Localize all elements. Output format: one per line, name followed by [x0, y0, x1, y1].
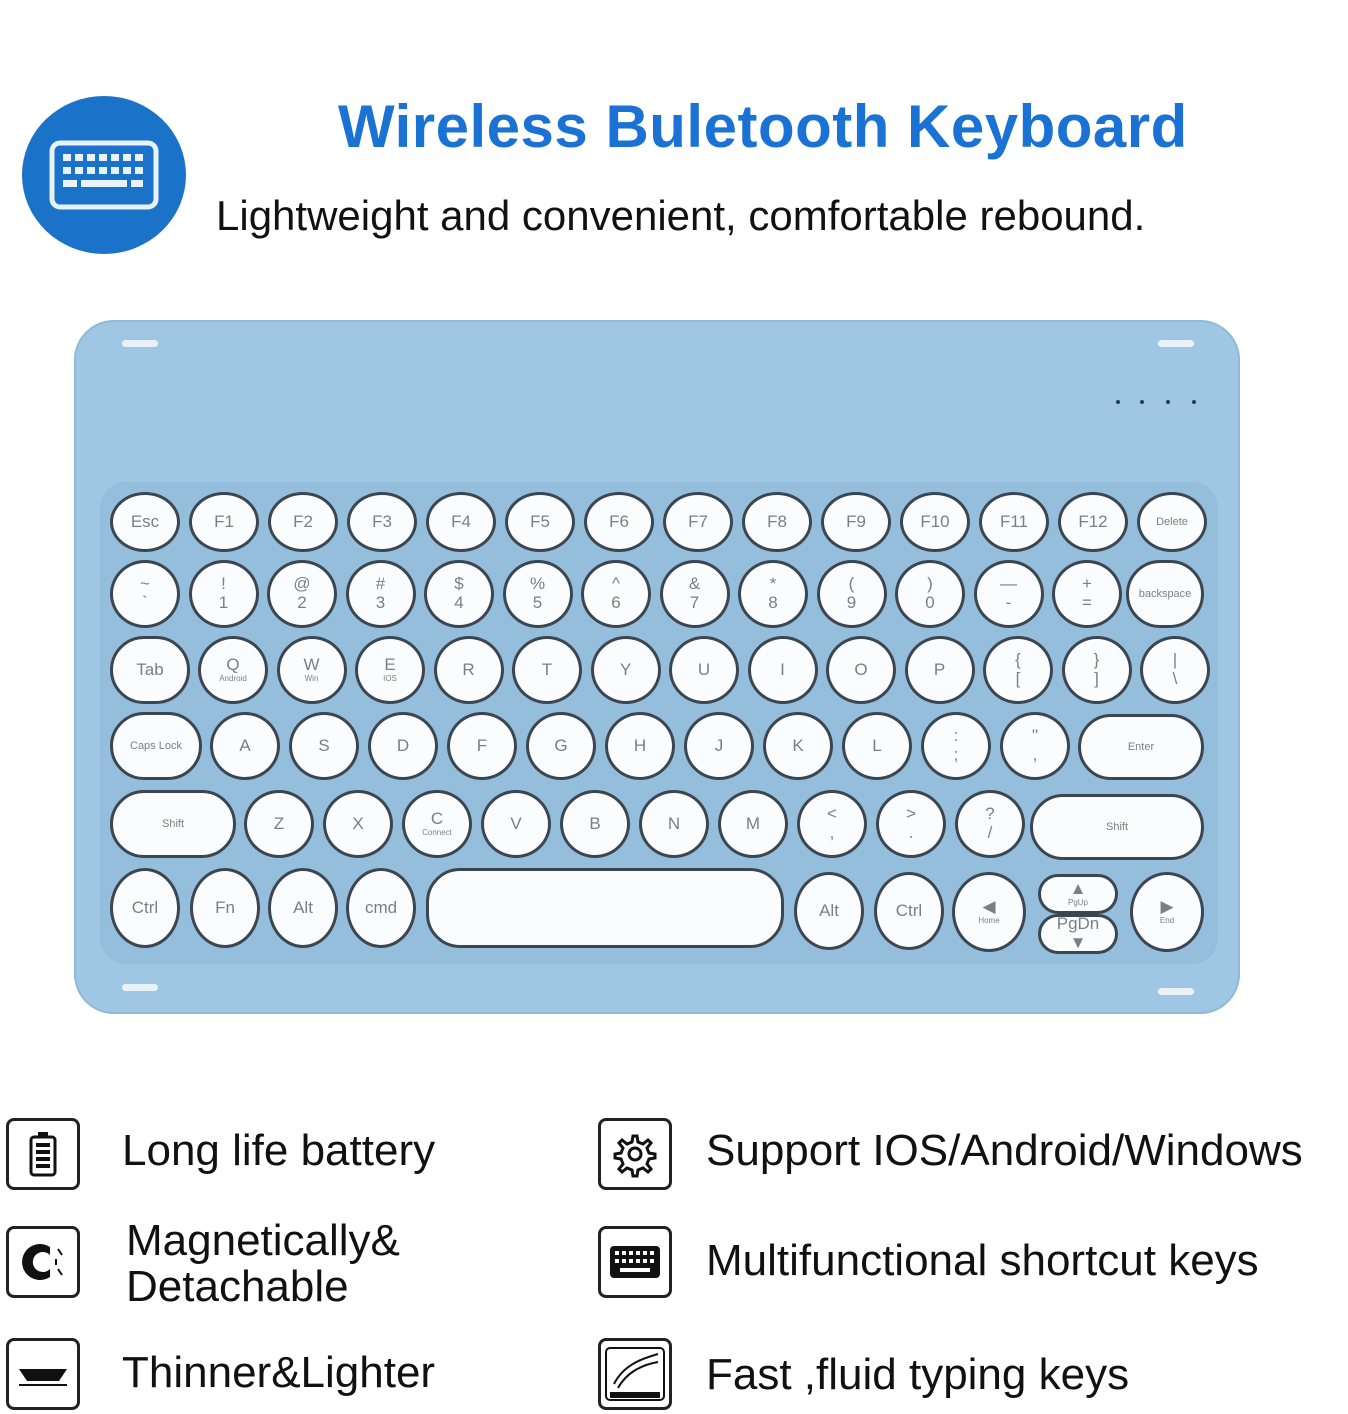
key-shift[interactable]: Shift	[1030, 794, 1204, 860]
key-f10[interactable]: F10	[900, 492, 970, 552]
key--[interactable]: " ,	[1000, 712, 1070, 780]
key-ctrl[interactable]: Ctrl	[110, 868, 180, 948]
key-g[interactable]: G	[526, 712, 596, 780]
feature-text: Long life battery	[122, 1126, 436, 1175]
key--[interactable]: ? /	[955, 790, 1025, 858]
key-space[interactable]	[426, 868, 784, 948]
key--[interactable]: ^ 6	[581, 560, 651, 628]
key-u[interactable]: U	[669, 636, 739, 704]
feature-os-support	[598, 1118, 672, 1190]
key-y[interactable]: Y	[591, 636, 661, 704]
key-w[interactable]: W Win	[277, 636, 347, 704]
key-f4[interactable]: F4	[426, 492, 496, 552]
key-q[interactable]: Q Android	[198, 636, 268, 704]
key--[interactable]: { [	[983, 636, 1053, 704]
key-ctrl[interactable]: Ctrl	[874, 872, 944, 950]
key--[interactable]: $ 4	[424, 560, 494, 628]
key-f1[interactable]: F1	[189, 492, 259, 552]
key-alt[interactable]: Alt	[268, 868, 338, 948]
key-f8[interactable]: F8	[742, 492, 812, 552]
key-o[interactable]: O	[826, 636, 896, 704]
key-tab[interactable]: Tab	[110, 636, 190, 704]
key-caps-lock[interactable]: Caps Lock	[110, 712, 202, 780]
key--[interactable]: ◀ Home	[952, 872, 1026, 952]
magnet-icon	[16, 1239, 70, 1285]
key-m[interactable]: M	[718, 790, 788, 858]
magnet-slot	[122, 340, 158, 347]
key-fn[interactable]: Fn	[190, 868, 260, 948]
key--[interactable]: * 8	[738, 560, 808, 628]
feature-text: Multifunctional shortcut keys	[706, 1236, 1259, 1285]
key--[interactable]: % 5	[503, 560, 573, 628]
key-alt[interactable]: Alt	[794, 872, 864, 950]
gear-icon	[611, 1130, 659, 1178]
battery-icon	[28, 1131, 58, 1177]
logo-badge	[22, 96, 186, 254]
key-a[interactable]: A	[210, 712, 280, 780]
key-esc[interactable]: Esc	[110, 492, 180, 552]
magnet-slot	[1158, 988, 1194, 995]
key--[interactable]: ( 9	[817, 560, 887, 628]
key-p[interactable]: P	[905, 636, 975, 704]
key--[interactable]: — -	[974, 560, 1044, 628]
feature-thin	[6, 1338, 80, 1410]
feature-text: Magnetically& Detachable	[126, 1216, 400, 1312]
key--[interactable]: } ]	[1062, 636, 1132, 704]
key-f9[interactable]: F9	[821, 492, 891, 552]
feature-text: Fast ,fluid typing keys	[706, 1350, 1130, 1399]
key-shift[interactable]: Shift	[110, 790, 236, 858]
key-k[interactable]: K	[763, 712, 833, 780]
keycap-icon	[604, 1344, 666, 1404]
key-f11[interactable]: F11	[979, 492, 1049, 552]
feature-typing	[598, 1338, 672, 1410]
key-r[interactable]: R	[434, 636, 504, 704]
key--[interactable]: ▶ End	[1130, 872, 1204, 952]
key--[interactable]: > .	[876, 790, 946, 858]
key--[interactable]: ▲ PgUp	[1038, 874, 1118, 914]
key-l[interactable]: L	[842, 712, 912, 780]
key-x[interactable]: X	[323, 790, 393, 858]
key-backspace[interactable]: backspace	[1126, 560, 1204, 628]
page-title: Wireless Buletooth Keyboard	[338, 93, 1188, 160]
key-pgdn[interactable]: PgDn ▼	[1038, 914, 1118, 954]
key-s[interactable]: S	[289, 712, 359, 780]
feature-text: Support IOS/Android/Windows	[706, 1126, 1303, 1175]
status-leds	[1110, 380, 1200, 410]
key-f5[interactable]: F5	[505, 492, 575, 552]
key-f[interactable]: F	[447, 712, 517, 780]
key-j[interactable]: J	[684, 712, 754, 780]
key--[interactable]: | \	[1140, 636, 1210, 704]
feature-shortcuts	[598, 1226, 672, 1298]
page-subtitle: Lightweight and convenient, comfortable rebound.	[216, 192, 1146, 239]
key--[interactable]: & 7	[660, 560, 730, 628]
keyboard-icon	[608, 1244, 662, 1280]
key-enter[interactable]: Enter	[1078, 714, 1204, 780]
magnet-slot	[1158, 340, 1194, 347]
key--[interactable]: ! 1	[189, 560, 259, 628]
magnet-slot	[122, 984, 158, 991]
key-f2[interactable]: F2	[268, 492, 338, 552]
key-i[interactable]: I	[748, 636, 818, 704]
key-delete[interactable]: Delete	[1137, 492, 1207, 552]
key--[interactable]: : ;	[921, 712, 991, 780]
key-d[interactable]: D	[368, 712, 438, 780]
feature-text: Thinner&Lighter	[122, 1348, 436, 1397]
key-f3[interactable]: F3	[347, 492, 417, 552]
key-c[interactable]: C Connect	[402, 790, 472, 858]
feature-battery	[6, 1118, 80, 1190]
key--[interactable]: @ 2	[267, 560, 337, 628]
key--[interactable]: # 3	[346, 560, 416, 628]
keyboard-icon	[49, 140, 159, 210]
key-t[interactable]: T	[512, 636, 582, 704]
thin-keyboard-icon	[15, 1359, 71, 1389]
key--[interactable]: + =	[1052, 560, 1122, 628]
key-f6[interactable]: F6	[584, 492, 654, 552]
key--[interactable]: < ,	[797, 790, 867, 858]
key-b[interactable]: B	[560, 790, 630, 858]
key-f7[interactable]: F7	[663, 492, 733, 552]
key-cmd[interactable]: cmd	[346, 868, 416, 948]
key-z[interactable]: Z	[244, 790, 314, 858]
key--[interactable]: ~ `	[110, 560, 180, 628]
feature-magnet	[6, 1226, 80, 1298]
key-e[interactable]: E IOS	[355, 636, 425, 704]
key-h[interactable]: H	[605, 712, 675, 780]
key--[interactable]: ) 0	[895, 560, 965, 628]
key-v[interactable]: V	[481, 790, 551, 858]
key-f12[interactable]: F12	[1058, 492, 1128, 552]
key-n[interactable]: N	[639, 790, 709, 858]
